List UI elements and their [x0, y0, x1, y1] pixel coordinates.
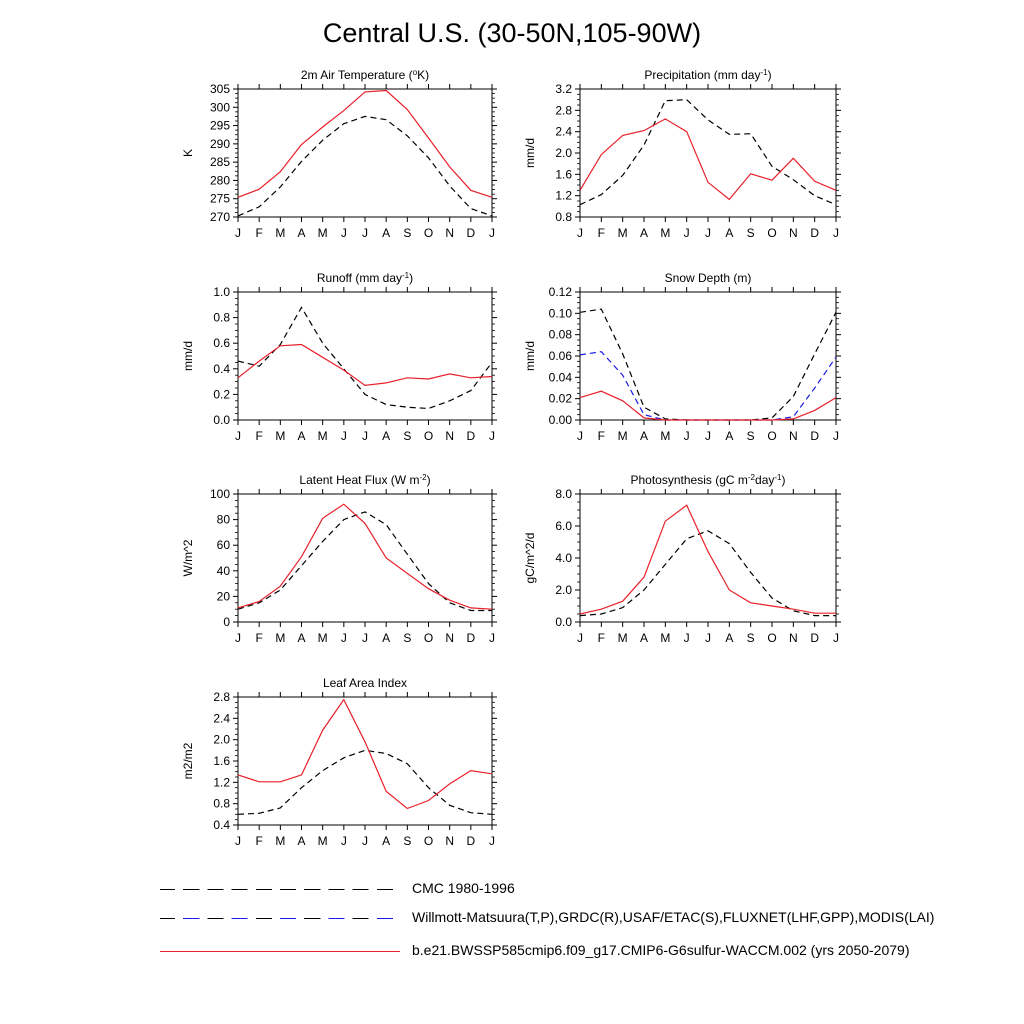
panel-title: Snow Depth (m) [664, 271, 752, 285]
x-tick-label: J [340, 226, 347, 240]
legend-label: b.e21.BWSSP585cmip6.f09_g17.CMIP6-G6sulfur-WACCM.002 (yrs 2050-2079) [412, 942, 910, 958]
x-tick-label: M [660, 429, 671, 443]
x-tick-label: A [639, 226, 649, 240]
x-tick-label: A [382, 631, 391, 645]
x-tick-label: J [362, 429, 368, 443]
x-tick-label: A [382, 226, 391, 240]
y-tick-label: 0.4 [213, 818, 230, 832]
x-tick-label: A [725, 226, 734, 240]
x-tick-label: S [403, 631, 412, 645]
x-tick-label: M [317, 631, 328, 645]
x-tick-label: J [683, 226, 690, 240]
x-tick-label: J [489, 226, 495, 240]
y-axis-label: W/m^2 [181, 539, 195, 577]
panel-title: Precipitation (mm day$^{-1}$) [644, 67, 772, 82]
x-tick-label: J [833, 631, 839, 645]
y-tick-label: 1.6 [555, 167, 572, 182]
legend-line-solid-red [160, 951, 400, 952]
y-axis-label: K [181, 148, 195, 158]
page-title: Central U.S. (30-50N,105-90W) [322, 18, 702, 48]
y-tick-label: 285 [209, 155, 230, 170]
x-tick-label: N [445, 631, 455, 645]
x-tick-label: D [810, 429, 820, 443]
x-tick-label: J [489, 834, 495, 848]
x-tick-label: N [445, 429, 455, 443]
x-tick-label: M [275, 631, 286, 645]
series-line-model [238, 504, 492, 609]
x-tick-label: M [275, 834, 286, 848]
y-tick-label: 2.8 [555, 103, 572, 118]
chart-panel-4 [181, 473, 497, 646]
x-tick-label: D [810, 226, 820, 240]
series-line-obs [238, 116, 492, 215]
legend-line-dashed-black [160, 889, 400, 890]
x-tick-label: J [577, 631, 583, 645]
panel-title: Latent Heat Flux (W $m^{-2}$) [299, 472, 431, 487]
y-tick-label: 0.4 [213, 361, 230, 376]
y-tick-label: 2.4 [555, 124, 572, 139]
series-line-model [580, 119, 836, 199]
legend-item-model [160, 942, 1000, 962]
x-tick-label: J [340, 429, 347, 443]
y-tick-label: 8.0 [555, 487, 572, 501]
y-tick-label: 0.0 [555, 615, 572, 629]
series-line-obs [580, 100, 836, 205]
x-tick-label: A [297, 631, 306, 645]
panel-title: Photosynthesis (gC $m^{-2}day^{-1}$) [630, 472, 786, 487]
x-tick-label: J [705, 631, 711, 645]
x-tick-label: A [297, 429, 306, 443]
legend-item-observations [160, 909, 1000, 929]
chart-panel-1 [523, 68, 841, 241]
y-tick-label: 100 [209, 487, 230, 501]
x-tick-label: J [235, 631, 241, 645]
chart-panel-2 [181, 271, 497, 444]
x-tick-label: O [423, 834, 434, 848]
y-tick-label: 80 [216, 512, 230, 527]
x-tick-label: F [255, 429, 263, 443]
y-tick-label: 295 [209, 118, 230, 133]
x-tick-label: A [382, 834, 391, 848]
x-tick-label: M [275, 429, 286, 443]
y-tick-label: 300 [209, 100, 230, 115]
y-tick-label: 0.06 [548, 349, 572, 363]
x-tick-label: N [445, 226, 455, 240]
x-tick-label: F [597, 429, 606, 443]
plot-frame [238, 697, 492, 825]
x-tick-label: J [683, 631, 690, 645]
legend-line-dashed-black-blue [160, 918, 400, 919]
y-tick-label: 60 [216, 538, 230, 553]
series-line-obs2 [580, 352, 836, 420]
x-tick-label: M [317, 834, 328, 848]
x-tick-label: J [705, 429, 711, 443]
series-line-obs [238, 512, 492, 611]
x-tick-label: M [317, 429, 328, 443]
x-tick-label: D [810, 631, 820, 645]
x-tick-label: F [255, 631, 263, 645]
series-line-model [238, 91, 492, 198]
y-tick-label: 1.2 [213, 775, 230, 790]
y-tick-label: 0.02 [548, 391, 572, 406]
y-axis-label: mm/d [523, 138, 537, 168]
x-tick-label: O [767, 631, 777, 645]
y-tick-label: 0.04 [548, 370, 572, 385]
y-tick-label: 0.12 [548, 285, 572, 299]
x-tick-label: O [423, 226, 434, 240]
x-tick-label: A [297, 834, 306, 848]
y-tick-label: 0.6 [213, 336, 230, 351]
x-tick-label: A [639, 631, 649, 645]
x-tick-label: M [317, 226, 328, 240]
panel-title: Leaf Area Index [322, 676, 408, 690]
y-tick-label: 0 [223, 615, 230, 629]
series-line-obs [238, 307, 492, 408]
y-tick-label: 280 [209, 173, 230, 188]
y-tick-label: 0.8 [213, 310, 230, 325]
x-tick-label: F [597, 226, 606, 240]
y-tick-label: 3.2 [555, 82, 572, 96]
x-tick-label: N [788, 429, 798, 443]
x-tick-label: J [235, 429, 241, 443]
legend-label: CMC 1980-1996 [412, 880, 515, 896]
series-line-model [238, 700, 492, 809]
x-tick-label: D [466, 834, 476, 848]
x-tick-label: J [833, 226, 839, 240]
x-tick-label: M [660, 631, 671, 645]
y-tick-label: 2.4 [213, 711, 230, 726]
y-tick-label: 0.08 [548, 327, 572, 342]
x-tick-label: A [382, 429, 391, 443]
x-tick-label: O [423, 429, 434, 443]
x-tick-label: A [297, 226, 306, 240]
y-tick-label: 275 [209, 191, 230, 206]
y-tick-label: 0.10 [548, 306, 572, 321]
x-tick-label: S [403, 429, 412, 443]
y-tick-label: 1.6 [213, 754, 230, 768]
x-tick-label: D [466, 429, 476, 443]
x-tick-label: A [725, 631, 734, 645]
x-tick-label: D [466, 226, 476, 240]
x-tick-label: M [617, 631, 628, 645]
x-tick-label: J [833, 429, 839, 443]
x-tick-label: O [767, 226, 777, 240]
x-tick-label: M [617, 429, 628, 443]
x-tick-label: J [489, 429, 495, 443]
x-tick-label: N [445, 834, 455, 848]
x-tick-label: J [577, 429, 583, 443]
series-line-model [580, 391, 836, 420]
chart-panel-0 [181, 68, 497, 241]
y-tick-label: 2.0 [213, 732, 230, 747]
y-tick-label: 0.00 [548, 413, 572, 427]
x-tick-label: J [489, 631, 495, 645]
x-tick-label: F [255, 834, 263, 848]
plot-frame [580, 89, 836, 217]
x-tick-label: J [362, 834, 368, 848]
plot-frame [238, 494, 492, 622]
x-tick-label: S [403, 834, 412, 848]
panel-title: 2m Air Temperature ($^o$K) [300, 67, 430, 82]
x-tick-label: M [617, 226, 628, 240]
series-line-model [580, 505, 836, 614]
y-axis-label: gC/m^2/d [523, 532, 537, 584]
y-tick-label: 305 [209, 82, 230, 96]
y-tick-label: 20 [216, 589, 230, 604]
y-tick-label: 0.8 [555, 210, 572, 224]
x-tick-label: O [423, 631, 434, 645]
x-tick-label: J [235, 834, 241, 848]
y-tick-label: 4.0 [555, 551, 572, 565]
series-line-model [238, 345, 492, 386]
legend-label: Willmott-Matsuura(T,P),GRDC(R),USAF/ETAC(S),FLUXNET(LHF,GPP),MODIS(LAI) [412, 909, 935, 925]
y-tick-label: 0.2 [213, 387, 230, 402]
y-tick-label: 1.0 [213, 285, 230, 299]
plot-frame [580, 292, 836, 420]
x-tick-label: J [577, 226, 583, 240]
y-tick-label: 2.0 [555, 146, 572, 160]
legend-item-cmc [160, 880, 1000, 900]
chart-panel-3 [523, 271, 841, 443]
x-tick-label: S [746, 631, 755, 645]
y-tick-label: 2.8 [213, 690, 230, 704]
x-tick-label: F [597, 631, 606, 645]
x-tick-label: J [705, 226, 711, 240]
x-tick-label: J [340, 631, 347, 645]
x-tick-label: N [788, 226, 798, 240]
y-tick-label: 0.0 [213, 413, 230, 427]
y-axis-label: m2/m2 [181, 742, 195, 780]
x-tick-label: O [767, 429, 777, 443]
x-tick-label: J [362, 226, 368, 240]
x-tick-label: J [362, 631, 368, 645]
y-axis-label: mm/d [181, 341, 195, 371]
x-tick-label: J [235, 226, 241, 240]
y-axis-label: mm/d [523, 341, 537, 371]
x-tick-label: F [255, 226, 263, 240]
x-tick-label: S [403, 226, 412, 240]
x-tick-label: S [746, 429, 755, 443]
panel-title: Runoff (mm day$^{-1}$) [316, 270, 414, 285]
x-tick-label: M [275, 226, 286, 240]
y-tick-label: 6.0 [555, 519, 572, 533]
x-tick-label: S [746, 226, 755, 240]
y-tick-label: 2.0 [555, 583, 572, 597]
y-tick-label: 290 [209, 136, 230, 151]
x-tick-label: D [466, 631, 476, 645]
y-tick-label: 0.8 [213, 796, 230, 811]
x-tick-label: J [340, 834, 347, 848]
x-tick-label: A [639, 429, 649, 443]
y-tick-label: 40 [216, 563, 230, 578]
series-line-obs [580, 309, 836, 420]
plot-frame [238, 292, 492, 420]
x-tick-label: A [725, 429, 734, 443]
x-tick-label: M [660, 226, 671, 240]
y-tick-label: 1.2 [555, 188, 572, 203]
chart-panel-5 [523, 473, 841, 646]
x-tick-label: J [683, 429, 690, 443]
x-tick-label: N [788, 631, 798, 645]
y-tick-label: 270 [209, 210, 230, 224]
plot-frame [238, 89, 492, 217]
chart-panel-6 [181, 676, 497, 848]
